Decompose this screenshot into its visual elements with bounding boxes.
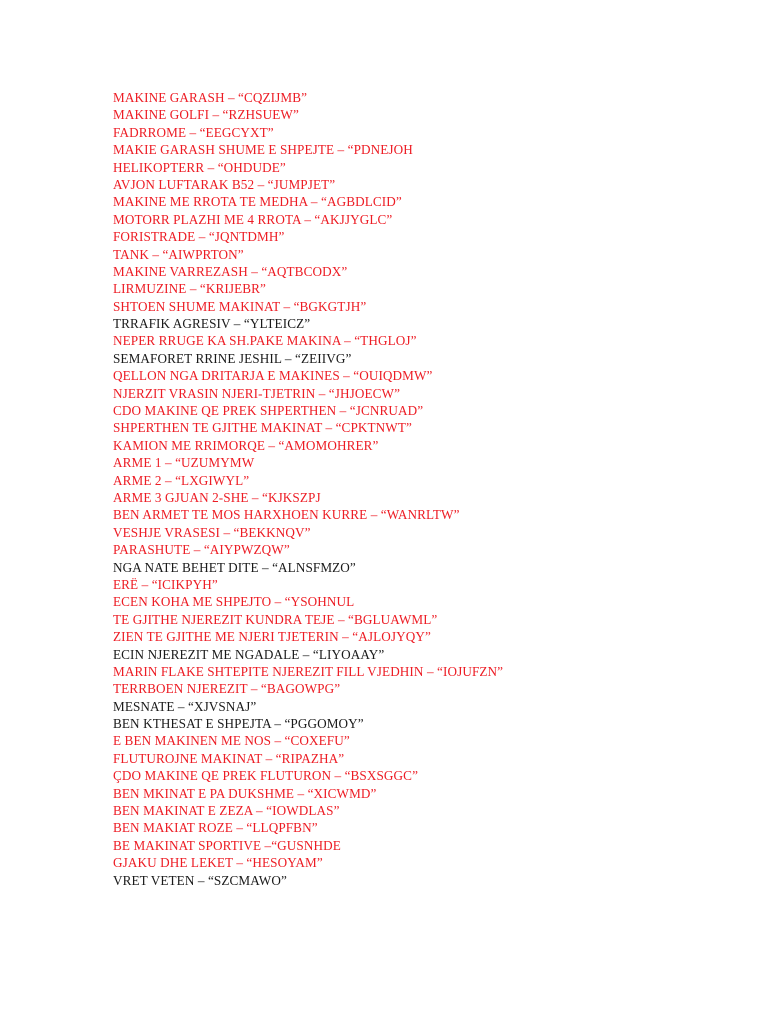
cheat-code-line: E BEN MAKINEN ME NOS – “COXEFU” xyxy=(113,733,350,749)
cheat-code-line: MAKINE ME RROTA TE MEDHA – “AGBDLCID” xyxy=(113,194,402,210)
cheat-code-line: TE GJITHE NJEREZIT KUNDRA TEJE – “BGLUAWML” xyxy=(113,611,438,627)
cheat-code-line: ÇDO MAKINE QE PREK FLUTURON – “BSXSGGC” xyxy=(113,768,419,784)
cheat-code-line: SHPERTHEN TE GJITHE MAKINAT – “CPKTNWT” xyxy=(113,420,412,436)
cheat-code-line: ARME 1 – “UZUMYMW xyxy=(113,455,255,471)
cheat-code-line: ERË – “ICIKPYH” xyxy=(113,576,218,592)
cheat-code-line: QELLON NGA DRITARJA E MAKINES – “OUIQDMW” xyxy=(113,368,433,384)
cheat-code-line: MARIN FLAKE SHTEPITE NJEREZIT FILL VJEDHIN – “IOJUFZN” xyxy=(113,663,504,679)
cheat-code-line: BEN ARMET TE MOS HARXHOEN KURRE – “WANRLTW” xyxy=(113,507,460,523)
cheat-code-line: MAKINE VARREZASH – “AQTBCODX” xyxy=(113,263,348,279)
cheat-code-line: ECEN KOHA ME SHPEJTO – “YSOHNUL xyxy=(113,594,355,610)
cheat-code-line: ARME 2 – “LXGIWYL” xyxy=(113,472,250,488)
cheat-code-line: SHTOEN SHUME MAKINAT – “BGKGTJH” xyxy=(113,298,367,314)
cheat-code-list xyxy=(113,89,503,889)
cheat-code-line: AVJON LUFTARAK B52 – “JUMPJET” xyxy=(113,176,336,192)
cheat-code-line: ZIEN TE GJITHE ME NJERI TJETERIN – “AJLOJYQY” xyxy=(113,629,431,645)
cheat-code-line: ARME 3 GJUAN 2-SHE – “KJKSZPJ xyxy=(113,489,321,505)
cheat-code-line: NGA NATE BEHET DITE – “ALNSFMZO” xyxy=(113,559,356,575)
cheat-code-line: MOTORR PLAZHI ME 4 RROTA – “AKJJYGLC” xyxy=(113,211,393,227)
cheat-code-line: VESHJE VRASESI – “BEKKNQV” xyxy=(113,524,311,540)
cheat-code-line: VRET VETEN – “SZCMAWO” xyxy=(113,872,287,888)
cheat-code-line: BEN MKINAT E PA DUKSHME – “XICWMD” xyxy=(113,785,377,801)
cheat-code-line: MAKINE GOLFI – “RZHSUEW” xyxy=(113,107,299,123)
cheat-code-line: MAKIE GARASH SHUME E SHPEJTE – “PDNEJOH xyxy=(113,142,413,158)
cheat-code-line: BE MAKINAT SPORTIVE –“GUSNHDE xyxy=(113,837,341,853)
cheat-code-line: NEPER RRUGE KA SH.PAKE MAKINA – “THGLOJ” xyxy=(113,333,417,349)
cheat-code-line: PARASHUTE – “AIYPWZQW” xyxy=(113,542,290,558)
cheat-code-line: LIRMUZINE – “KRIJEBR” xyxy=(113,281,267,297)
cheat-code-line: BEN MAKINAT E ZEZA – “IOWDLAS” xyxy=(113,803,340,819)
cheat-code-line: CDO MAKINE QE PREK SHPERTHEN – “JCNRUAD” xyxy=(113,403,424,419)
cheat-code-line: KAMION ME RRIMORQE – “AMOMOHRER” xyxy=(113,437,379,453)
cheat-code-line: GJAKU DHE LEKET – “HESOYAM” xyxy=(113,855,323,871)
cheat-code-line: FLUTUROJNE MAKINAT – “RIPAZHA” xyxy=(113,750,345,766)
cheat-code-line: NJERZIT VRASIN NJERI-TJETRIN – “JHJOECW” xyxy=(113,385,401,401)
cheat-code-line: ECIN NJEREZIT ME NGADALE – “LIYOAAY” xyxy=(113,646,385,662)
cheat-code-line: SEMAFORET RRINE JESHIL – “ZEIIVG” xyxy=(113,350,352,366)
cheat-code-line: BEN KTHESAT E SHPEJTA – “PGGOMOY” xyxy=(113,716,364,732)
cheat-code-line: FADRROME – “EEGCYXT” xyxy=(113,124,274,140)
cheat-code-line: BEN MAKIAT ROZE – “LLQPFBN” xyxy=(113,820,318,836)
cheat-code-line: TRRAFIK AGRESIV – “YLTEICZ” xyxy=(113,316,311,332)
cheat-code-line: MESNATE – “XJVSNAJ” xyxy=(113,698,257,714)
cheat-code-line: MAKINE GARASH – “CQZIJMB” xyxy=(113,90,308,105)
cheat-code-line: TERRBOEN NJEREZIT – “BAGOWPG” xyxy=(113,681,341,697)
cheat-code-line: HELIKOPTERR – “OHDUDE” xyxy=(113,159,286,175)
cheat-code-line: TANK – “AIWPRTON” xyxy=(113,246,244,262)
cheat-code-line: FORISTRADE – “JQNTDMH” xyxy=(113,229,285,245)
